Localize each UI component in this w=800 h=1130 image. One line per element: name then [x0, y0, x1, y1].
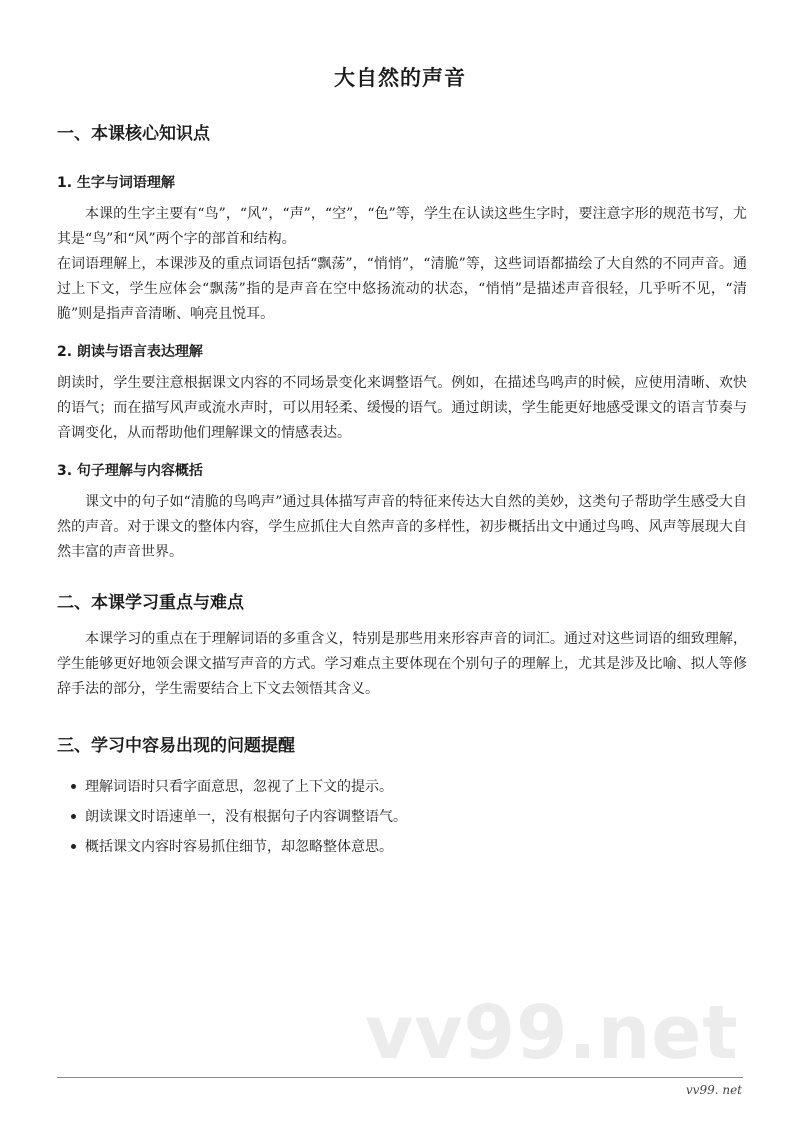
list-item	[71, 802, 747, 832]
section-core-knowledge	[57, 118, 747, 565]
footer-divider	[57, 1077, 743, 1078]
bullet-icon	[71, 784, 76, 789]
subsection-reading-aloud	[57, 339, 747, 446]
subsection-1-paragraph-2: 在词语理解上，本课涉及的重点词语包括“飘荡”，“悄悄”，“清脆”等，这些词语都描绘了大自然的不同声音。通过上下文，学生应体会“飘荡”指的是声音在空中悠扬流动的状态，“悄悄”是描述声音很轻，几乎听不见，“清脆”则是指声音清晰、响亮且悦耳。	[57, 256, 747, 322]
subsection-vocabulary	[57, 170, 747, 327]
subsection-sentence-understanding	[57, 458, 747, 565]
subsection-1-paragraph-1: 本课的生字主要有“鸟”，“风”，“声”，“空”，“色”等，学生在认读这些生字时，要注意字形的规范书写，尤其是“鸟”和“风”两个字的部首和结构。	[57, 206, 747, 247]
list-item-text: 朗读课文时语速单一，没有根据句子内容调整语气。	[85, 809, 407, 825]
footer-site-label: vv99. net	[685, 1083, 742, 1097]
list-item-text: 概括课文内容时容易抓住细节，却忽略整体意思。	[85, 839, 393, 855]
section-common-problems	[57, 730, 747, 862]
section-2-heading: 二、本课学习重点与难点	[57, 593, 244, 613]
list-item	[71, 772, 747, 802]
list-item	[71, 832, 747, 862]
problem-list	[57, 772, 747, 862]
section-1-heading: 一、本课核心知识点	[57, 124, 210, 144]
document-body	[57, 118, 747, 862]
subsection-2-heading: 2. 朗读与语言表达理解	[57, 344, 203, 360]
subsection-3-heading: 3. 句子理解与内容概括	[57, 463, 203, 479]
section-3-heading: 三、学习中容易出现的问题提醒	[57, 736, 295, 756]
bullet-icon	[71, 844, 76, 849]
bullet-icon	[71, 814, 76, 819]
list-item-text: 理解词语时只看字面意思，忽视了上下文的提示。	[85, 779, 393, 795]
subsection-2-paragraph-1: 朗读时，学生要注意根据课文内容的不同场景变化来调整语气。例如，在描述鸟鸣声的时候，应使用清晰、欢快的语气；而在描写风声或流水声时，可以用轻柔、缓慢的语气。通过朗读，学生能更好地感受课文的语言节奏与音调变化，从而帮助他们理解课文的情感表达。	[57, 375, 747, 441]
subsection-3-paragraph-1: 课文中的句子如“清脆的鸟鸣声”通过具体描写声音的特征来传达大自然的美妙，这类句子帮助学生感受大自然的声音。对于课文的整体内容，学生应抓住大自然声音的多样性，初步概括出文中通过鸟鸣、风声等展现大自然丰富的声音世界。	[57, 494, 747, 560]
watermark: vv99.net	[365, 990, 739, 1076]
section-key-points	[57, 587, 747, 702]
page-title: 大自然的声音	[334, 66, 466, 90]
subsection-1-heading: 1. 生字与词语理解	[57, 175, 175, 191]
section-2-paragraph-1: 本课学习的重点在于理解词语的多重含义，特别是那些用来形容声音的词汇。通过对这些词语的细致理解，学生能够更好地领会课文描写声音的方式。学习难点主要体现在个别句子的理解上，尤其是涉及比喻、拟人等修辞手法的部分，学生需要结合上下文去领悟其含义。	[57, 631, 747, 697]
